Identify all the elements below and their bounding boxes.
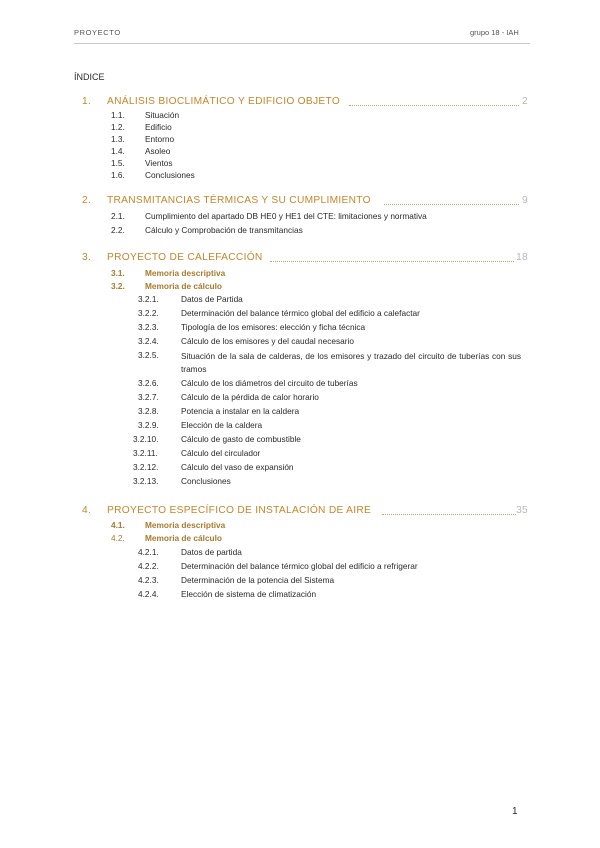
toc-subitem-title: Situación de la sala de calderas, de los emisores y trazado del circuito de tuberías con sus tramos	[181, 351, 521, 374]
toc-item-title: Asoleo	[145, 146, 171, 156]
toc-subitem-number: 3.2.7.	[138, 392, 159, 402]
toc-section-title: PROYECTO DE CALEFACCIÓN	[107, 252, 263, 263]
toc-item-number: 1.1.	[111, 110, 125, 120]
toc-page-number: 35	[516, 505, 528, 516]
toc-item-number: 3.2.	[111, 281, 125, 291]
toc-item-title: Conclusiones	[145, 170, 195, 180]
toc-subitem-title: Cálculo de la pérdida de calor horario	[181, 392, 319, 402]
toc-subitem-number: 3.2.8.	[138, 406, 159, 416]
toc-item-number: 1.2.	[111, 122, 125, 132]
toc-section-number: 2.	[82, 195, 92, 206]
toc-subitem-title: Cálculo de los emisores y del caudal necesario	[181, 336, 354, 346]
toc-page-number: 9	[522, 195, 528, 206]
toc-item-title: Memoria de cálculo	[145, 281, 223, 291]
toc-leader-dots	[382, 514, 516, 515]
index-title: ÍNDICE	[74, 72, 105, 82]
toc-page-number: 18	[516, 252, 528, 263]
toc-item-title: Entorno	[145, 134, 175, 144]
toc-item-number: 4.1.	[111, 520, 125, 530]
toc-subitem-number: 4.2.2.	[138, 561, 159, 571]
toc-leader-dots	[349, 105, 519, 106]
toc-item-number: 1.4.	[111, 146, 125, 156]
toc-item-number: 3.1.	[111, 268, 125, 278]
toc-item-title: Memoria descriptiva	[145, 520, 226, 530]
toc-item-title: Vientos	[145, 158, 173, 168]
toc-item-title: Cálculo y Comprobación de transmitancias	[145, 225, 303, 235]
toc-section-number: 4.	[82, 505, 92, 516]
toc-section-number: 1.	[82, 96, 92, 107]
toc-subitem-number: 4.2.1.	[138, 547, 159, 557]
toc-subitem-number: 3.2.4.	[138, 336, 159, 346]
header-group-label: grupo 18 - IAH	[470, 28, 519, 37]
toc-subitem-title: Elección de la caldera	[181, 420, 263, 430]
page-number: 1	[512, 806, 518, 817]
toc-section-title: ANÁLISIS BIOCLIMÁTICO Y EDIFICIO OBJETO	[107, 96, 341, 107]
toc-subitem-title: Cálculo de los diámetros del circuito de tuberías	[181, 378, 358, 388]
toc-subitem-number: 4.2.3.	[138, 575, 159, 585]
toc-subitem-title: Determinación de la potencia del Sistema	[181, 575, 335, 585]
toc-subitem-title: Potencia a instalar en la caldera	[181, 406, 300, 416]
toc-subitem-title: Determinación del balance térmico global del edificio a calefactar	[181, 308, 420, 318]
toc-subitem-number: 3.2.6.	[138, 378, 159, 388]
toc-section-title: PROYECTO ESPECÍFICO DE INSTALACIÓN DE AIRE	[107, 505, 372, 516]
toc-subitem-title: Elección de sistema de climatización	[181, 589, 317, 599]
toc-item-title: Memoria de cálculo	[145, 533, 223, 543]
toc-subitem-title: Cálculo de gasto de combustible	[181, 434, 301, 444]
toc-item-title: Memoria descriptiva	[145, 268, 226, 278]
toc-subitem-title: Cálculo del circulador	[181, 448, 261, 458]
toc-page-number: 2	[522, 96, 528, 107]
toc-subitem-number: 3.2.10.	[133, 434, 159, 444]
header-divider	[74, 43, 530, 44]
toc-item-number: 1.6.	[111, 170, 125, 180]
toc-subitem-title: Datos de Partida	[181, 294, 243, 304]
toc-subitem-number: 3.2.2.	[138, 308, 159, 318]
toc-item-title: Cumplimiento del apartado DB HE0 y HE1 del CTE: limitaciones y normativa	[145, 211, 427, 221]
toc-subitem-title: Determinación del balance térmico global del edificio a refrigerar	[181, 561, 418, 571]
toc-subitem-number: 4.2.4.	[138, 589, 159, 599]
toc-subitem-title: Datos de partida	[181, 547, 242, 557]
toc-subitem-number: 3.2.12.	[133, 462, 159, 472]
toc-item-number: 2.2.	[111, 225, 125, 235]
toc-item-title: Edificio	[145, 122, 172, 132]
toc-section-number: 3.	[82, 252, 92, 263]
toc-item-title: Situación	[145, 110, 180, 120]
toc-item-number: 2.1.	[111, 211, 125, 221]
toc-subitem-title: Tipología de los emisores: elección y ficha técnica	[181, 322, 366, 332]
header-project-label: PROYECTO	[74, 28, 121, 37]
toc-subitem-number: 3.2.1.	[138, 294, 159, 304]
toc-subitem-number: 3.2.13.	[133, 476, 159, 486]
toc-item-number: 1.5.	[111, 158, 125, 168]
toc-subitem-number: 3.2.11.	[133, 448, 158, 458]
toc-subitem-number: 3.2.5.	[138, 350, 159, 360]
toc-section-title: TRANSMITANCIAS TÉRMICAS Y SU CUMPLIMIENTO	[107, 195, 371, 206]
toc-item-number: 1.3.	[111, 134, 125, 144]
toc-subitem-number: 3.2.9.	[138, 420, 159, 430]
toc-subitem-title: Conclusiones	[181, 476, 231, 486]
toc-subitem-title: Cálculo del vaso de expansión	[181, 462, 294, 472]
toc-leader-dots	[270, 261, 514, 262]
toc-item-number: 4.2.	[111, 533, 125, 543]
toc-subitem-number: 3.2.3.	[138, 322, 159, 332]
toc-leader-dots	[384, 204, 519, 205]
